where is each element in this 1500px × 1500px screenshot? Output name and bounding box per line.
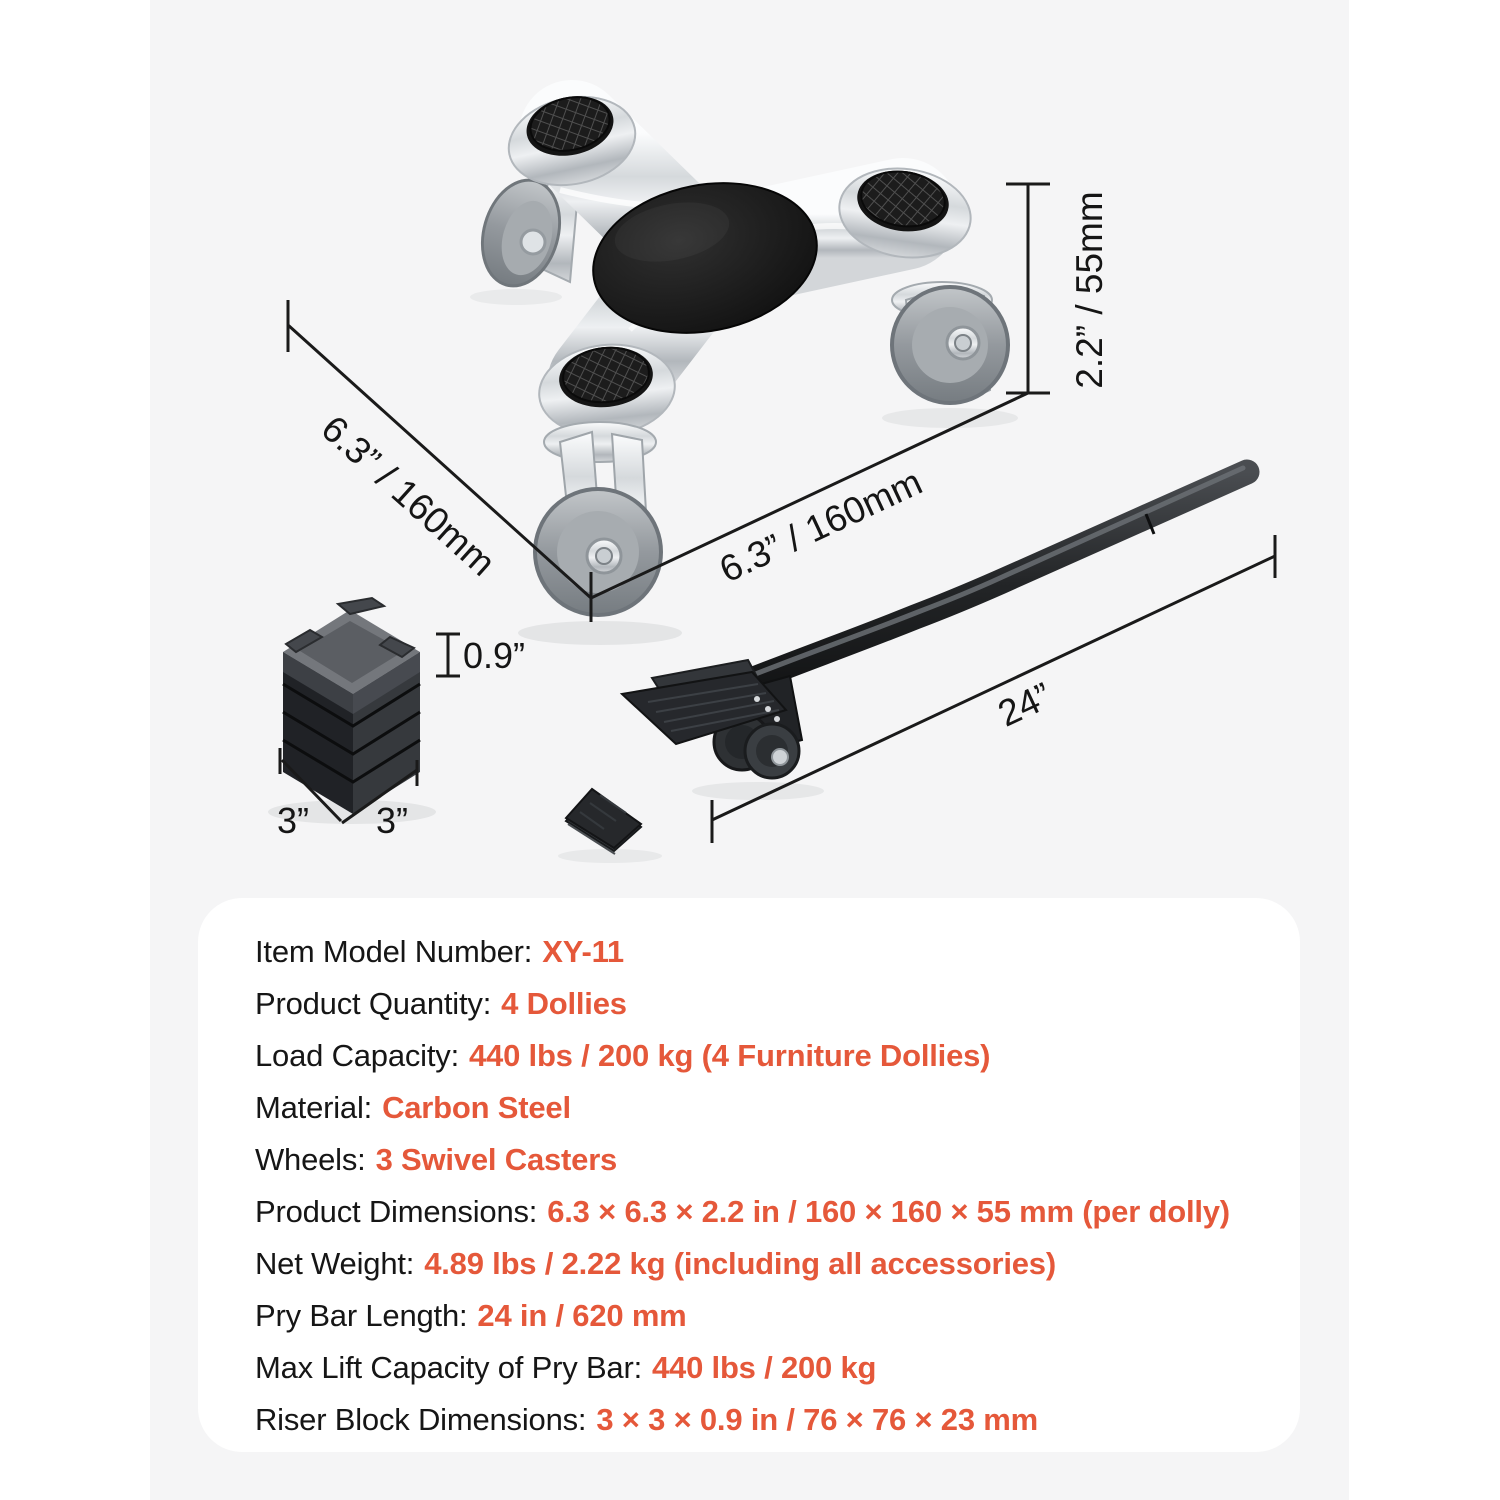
spec-value: 4 Dollies: [501, 986, 627, 1021]
riser-depth-label: 3”: [375, 800, 409, 841]
spec-value: 3 × 3 × 0.9 in / 76 × 76 × 23 mm: [596, 1402, 1039, 1437]
spec-panel: [198, 898, 1300, 1452]
spec-label: Wheels:: [255, 1142, 366, 1177]
spec-label: Pry Bar Length:: [255, 1298, 468, 1333]
spec-label: Material:: [255, 1090, 373, 1125]
spec-value: 24 in / 620 mm: [477, 1298, 687, 1333]
spec-row-max-lift: [255, 1342, 1300, 1394]
dolly-height-label: 2.2” / 55mm: [1069, 191, 1110, 389]
spec-value: 6.3 × 6.3 × 2.2 in / 160 × 160 × 55 mm (per dolly): [547, 1194, 1230, 1229]
spec-label: Item Model Number:: [255, 934, 533, 969]
riser-height-label: 0.9”: [462, 635, 526, 676]
spec-row-dimensions: [255, 1186, 1300, 1238]
dolly-photo: [471, 86, 1008, 615]
spec-label: Max Lift Capacity of Pry Bar:: [255, 1350, 642, 1385]
spec-row-model: [255, 926, 1300, 978]
dolly-depth-label: 6.3” / 160mm: [313, 407, 504, 584]
pry-bar-length-label: 24”: [991, 674, 1058, 735]
spec-row-net-weight: [255, 1238, 1300, 1290]
dolly-caster-bottom: [535, 422, 661, 615]
spec-row-wheels: [255, 1134, 1300, 1186]
grip-pad-photo: [566, 789, 641, 854]
spec-value: 3 Swivel Casters: [375, 1142, 618, 1177]
spec-label: Product Quantity:: [255, 986, 492, 1021]
spec-label: Product Dimensions:: [255, 1194, 538, 1229]
dolly-width-label: 6.3” / 160mm: [713, 461, 929, 591]
spec-row-load-capacity: [255, 1030, 1300, 1082]
spec-row-riser-dimensions: [255, 1394, 1300, 1446]
pry-bar-photo: [622, 468, 1247, 778]
spec-value: 440 lbs / 200 kg (4 Furniture Dollies): [469, 1038, 991, 1073]
spec-value: 4.89 lbs / 2.22 kg (including all accessories): [424, 1246, 1056, 1281]
spec-value: 440 lbs / 200 kg: [652, 1350, 877, 1385]
spec-label: Load Capacity:: [255, 1038, 459, 1073]
dolly-caster-right: [892, 282, 1008, 403]
spec-value: XY-11: [542, 934, 624, 969]
spec-label: Net Weight:: [255, 1246, 415, 1281]
spec-row-pry-bar-length: [255, 1290, 1300, 1342]
riser-width-label: 3”: [276, 800, 310, 841]
spec-row-quantity: [255, 978, 1300, 1030]
spec-value: Carbon Steel: [382, 1090, 571, 1125]
spec-label: Riser Block Dimensions:: [255, 1402, 587, 1437]
spec-row-material: [255, 1082, 1300, 1134]
